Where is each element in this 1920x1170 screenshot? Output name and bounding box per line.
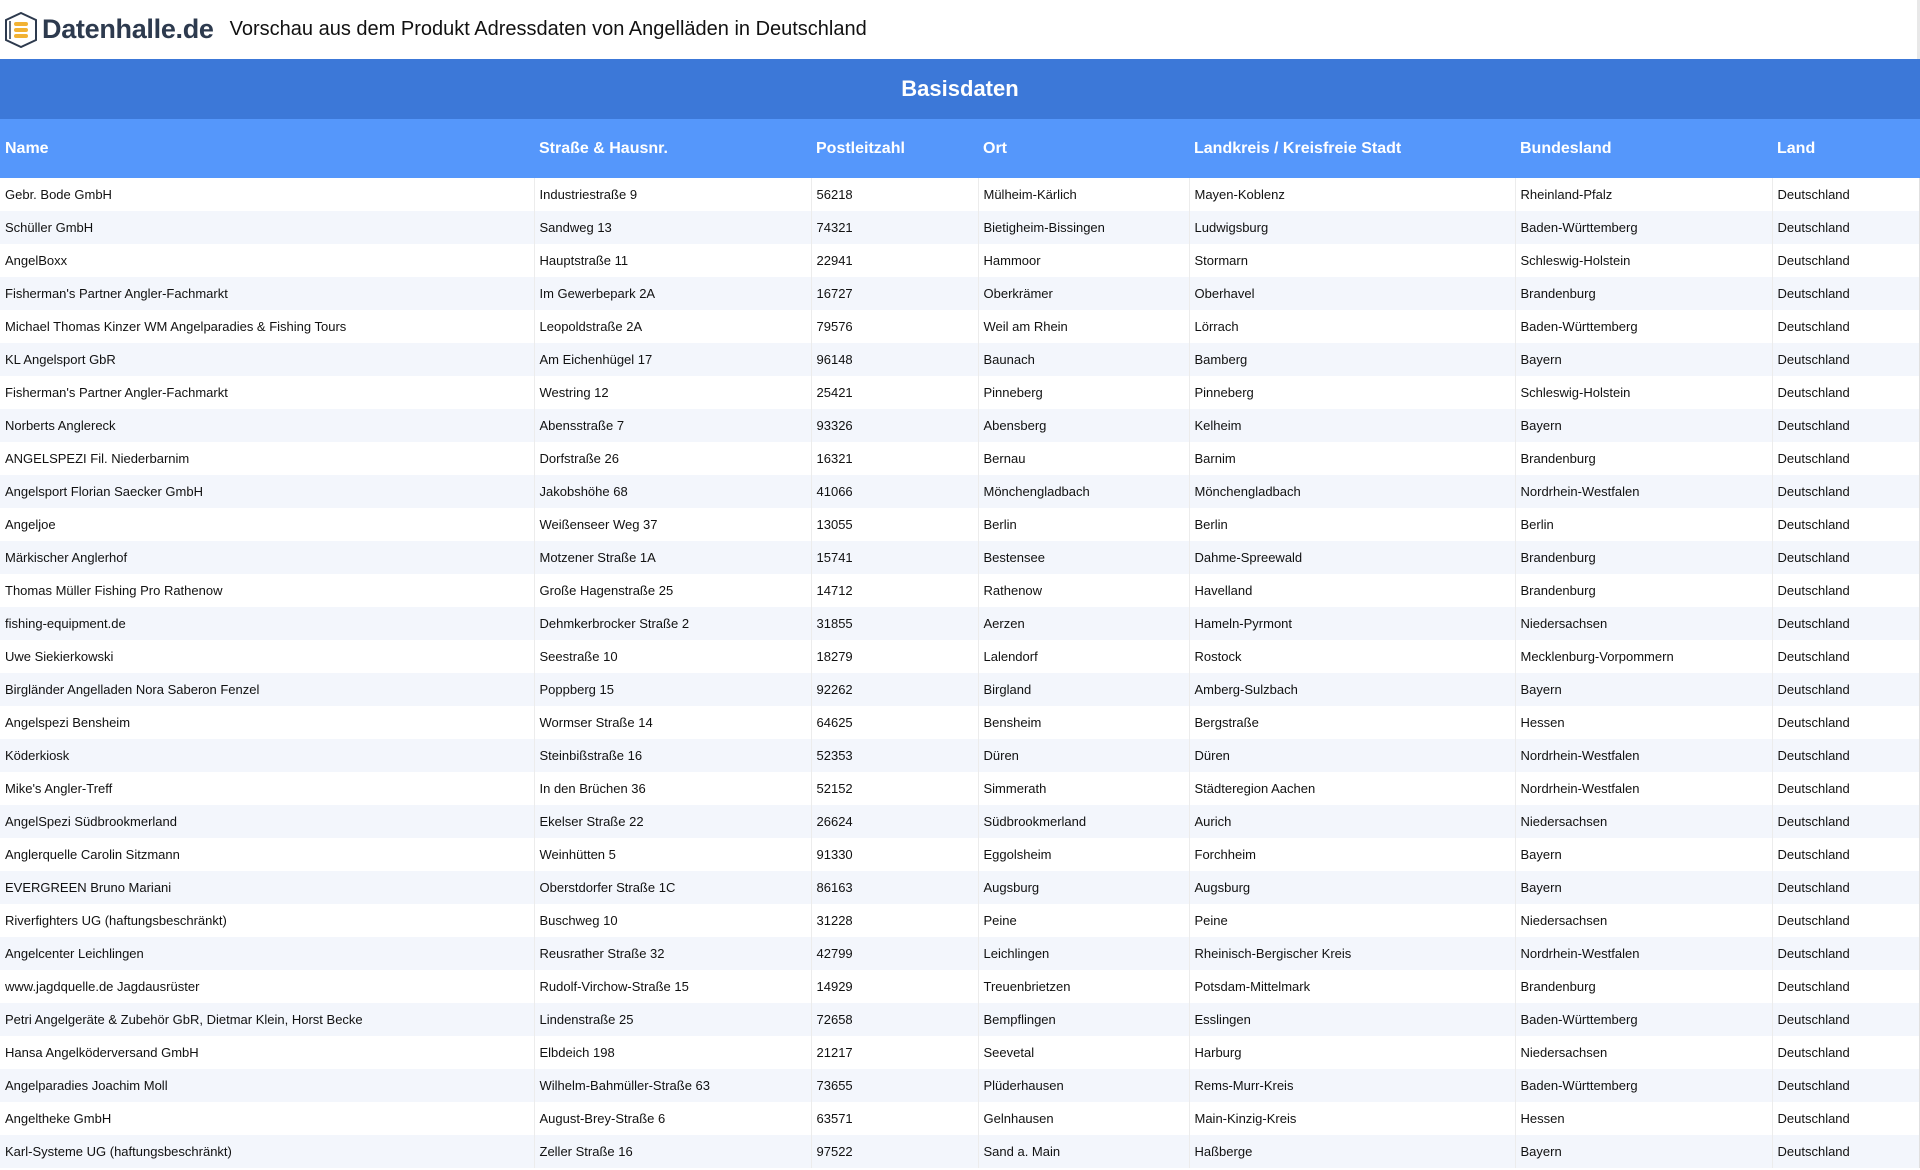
cell-street: Lindenstraße 25 [534, 1003, 811, 1036]
table-row [0, 1036, 1920, 1069]
cell-postal-code: 52152 [811, 772, 978, 805]
column-header-country[interactable]: Land [1772, 119, 1920, 178]
cell-street: Hauptstraße 11 [534, 244, 811, 277]
cell-country: Deutschland [1772, 970, 1920, 1003]
table-row [0, 706, 1920, 739]
table-row [0, 1102, 1920, 1135]
cell-postal-code: 31855 [811, 607, 978, 640]
cell-state: Schleswig-Holstein [1515, 376, 1772, 409]
database-logo-icon [5, 12, 37, 48]
cell-district: Düren [1189, 739, 1515, 772]
table-row [0, 310, 1920, 343]
table-row [0, 376, 1920, 409]
table-row [0, 508, 1920, 541]
cell-city: Hammoor [978, 244, 1189, 277]
cell-country: Deutschland [1772, 838, 1920, 871]
cell-street: Weißenseer Weg 37 [534, 508, 811, 541]
column-header-district[interactable]: Landkreis / Kreisfreie Stadt [1189, 119, 1515, 178]
column-header-name[interactable]: Name [0, 119, 534, 178]
table-row [0, 409, 1920, 442]
cell-name: Fisherman's Partner Angler-Fachmarkt [0, 277, 534, 310]
cell-street: Wormser Straße 14 [534, 706, 811, 739]
cell-name: Köderkiosk [0, 739, 534, 772]
cell-country: Deutschland [1772, 937, 1920, 970]
cell-name: Hansa Angelköderversand GmbH [0, 1036, 534, 1069]
cell-street: Wilhelm-Bahmüller-Straße 63 [534, 1069, 811, 1102]
table-row [0, 277, 1920, 310]
cell-city: Bernau [978, 442, 1189, 475]
cell-state: Bayern [1515, 343, 1772, 376]
cell-city: Augsburg [978, 871, 1189, 904]
logo-text: Datenhalle.de [42, 14, 214, 44]
cell-street: Motzener Straße 1A [534, 541, 811, 574]
cell-postal-code: 41066 [811, 475, 978, 508]
cell-postal-code: 13055 [811, 508, 978, 541]
cell-postal-code: 86163 [811, 871, 978, 904]
cell-state: Bayern [1515, 1135, 1772, 1168]
table-row [0, 244, 1920, 277]
cell-state: Baden-Württemberg [1515, 211, 1772, 244]
cell-name: Angelcenter Leichlingen [0, 937, 534, 970]
cell-name: AngelBoxx [0, 244, 534, 277]
cell-name: Märkischer Anglerhof [0, 541, 534, 574]
table-row [0, 838, 1920, 871]
cell-street: Poppberg 15 [534, 673, 811, 706]
table-row [0, 211, 1920, 244]
cell-district: Barnim [1189, 442, 1515, 475]
cell-city: Bietigheim-Bissingen [978, 211, 1189, 244]
cell-district: Städteregion Aachen [1189, 772, 1515, 805]
cell-country: Deutschland [1772, 1102, 1920, 1135]
cell-street: Ekelser Straße 22 [534, 805, 811, 838]
cell-state: Nordrhein-Westfalen [1515, 475, 1772, 508]
cell-postal-code: 26624 [811, 805, 978, 838]
cell-postal-code: 92262 [811, 673, 978, 706]
cell-country: Deutschland [1772, 1036, 1920, 1069]
cell-street: Im Gewerbepark 2A [534, 277, 811, 310]
page-title: Vorschau aus dem Produkt Adressdaten von Angelläden in Deutschland [229, 18, 867, 40]
cell-city: Bempflingen [978, 1003, 1189, 1036]
cell-name: Karl-Systeme UG (haftungsbeschränkt) [0, 1135, 534, 1168]
cell-city: Oberkrämer [978, 277, 1189, 310]
table-row [0, 772, 1920, 805]
cell-street: Oberstdorfer Straße 1C [534, 871, 811, 904]
cell-state: Hessen [1515, 1102, 1772, 1135]
cell-street: Seestraße 10 [534, 640, 811, 673]
cell-name: Norberts Anglereck [0, 409, 534, 442]
cell-city: Düren [978, 739, 1189, 772]
cell-country: Deutschland [1772, 706, 1920, 739]
cell-city: Gelnhausen [978, 1102, 1189, 1135]
cell-country: Deutschland [1772, 541, 1920, 574]
cell-district: Lörrach [1189, 310, 1515, 343]
cell-postal-code: 74321 [811, 211, 978, 244]
cell-state: Nordrhein-Westfalen [1515, 739, 1772, 772]
cell-postal-code: 79576 [811, 310, 978, 343]
cell-street: Buschweg 10 [534, 904, 811, 937]
column-header-street[interactable]: Straße & Hausnr. [534, 119, 811, 178]
cell-street: Elbdeich 198 [534, 1036, 811, 1069]
cell-name: www.jagdquelle.de Jagdausrüster [0, 970, 534, 1003]
cell-name: Uwe Siekierkowski [0, 640, 534, 673]
cell-country: Deutschland [1772, 574, 1920, 607]
cell-state: Niedersachsen [1515, 904, 1772, 937]
cell-country: Deutschland [1772, 739, 1920, 772]
cell-name: Schüller GmbH [0, 211, 534, 244]
cell-state: Mecklenburg-Vorpommern [1515, 640, 1772, 673]
cell-country: Deutschland [1772, 673, 1920, 706]
table-row [0, 541, 1920, 574]
cell-district: Haßberge [1189, 1135, 1515, 1168]
cell-street: Sandweg 13 [534, 211, 811, 244]
cell-state: Niedersachsen [1515, 607, 1772, 640]
cell-postal-code: 15741 [811, 541, 978, 574]
cell-street: Dehmkerbrocker Straße 2 [534, 607, 811, 640]
cell-district: Potsdam-Mittelmark [1189, 970, 1515, 1003]
cell-country: Deutschland [1772, 475, 1920, 508]
cell-country: Deutschland [1772, 277, 1920, 310]
table-row [0, 673, 1920, 706]
table-row [0, 640, 1920, 673]
cell-postal-code: 73655 [811, 1069, 978, 1102]
cell-name: AngelSpezi Südbrookmerland [0, 805, 534, 838]
cell-city: Seevetal [978, 1036, 1189, 1069]
cell-country: Deutschland [1772, 376, 1920, 409]
cell-district: Mönchengladbach [1189, 475, 1515, 508]
cell-street: Industriestraße 9 [534, 178, 811, 211]
cell-country: Deutschland [1772, 904, 1920, 937]
cell-country: Deutschland [1772, 772, 1920, 805]
cell-name: Riverfighters UG (haftungsbeschränkt) [0, 904, 534, 937]
cell-district: Hameln-Pyrmont [1189, 607, 1515, 640]
cell-city: Abensberg [978, 409, 1189, 442]
cell-street: Dorfstraße 26 [534, 442, 811, 475]
cell-postal-code: 64625 [811, 706, 978, 739]
cell-city: Lalendorf [978, 640, 1189, 673]
cell-postal-code: 31228 [811, 904, 978, 937]
cell-district: Amberg-Sulzbach [1189, 673, 1515, 706]
column-header-postal-code[interactable]: Postleitzahl [811, 119, 978, 178]
cell-name: Anglerquelle Carolin Sitzmann [0, 838, 534, 871]
cell-postal-code: 97522 [811, 1135, 978, 1168]
table-row [0, 970, 1920, 1003]
cell-district: Rostock [1189, 640, 1515, 673]
cell-state: Bayern [1515, 838, 1772, 871]
cell-name: Fisherman's Partner Angler-Fachmarkt [0, 376, 534, 409]
cell-street: Abensstraße 7 [534, 409, 811, 442]
cell-country: Deutschland [1772, 409, 1920, 442]
cell-country: Deutschland [1772, 343, 1920, 376]
table-row [0, 475, 1920, 508]
cell-postal-code: 42799 [811, 937, 978, 970]
cell-name: Michael Thomas Kinzer WM Angelparadies & Fishing Tours [0, 310, 534, 343]
table-row [0, 1069, 1920, 1102]
cell-district: Bamberg [1189, 343, 1515, 376]
cell-district: Forchheim [1189, 838, 1515, 871]
cell-state: Niedersachsen [1515, 1036, 1772, 1069]
cell-postal-code: 22941 [811, 244, 978, 277]
cell-city: Südbrookmerland [978, 805, 1189, 838]
cell-street: Steinbißstraße 16 [534, 739, 811, 772]
address-table [0, 119, 1920, 1168]
cell-state: Baden-Württemberg [1515, 1003, 1772, 1036]
cell-city: Simmerath [978, 772, 1189, 805]
cell-city: Treuenbrietzen [978, 970, 1189, 1003]
cell-city: Mülheim-Kärlich [978, 178, 1189, 211]
cell-state: Brandenburg [1515, 541, 1772, 574]
cell-country: Deutschland [1772, 508, 1920, 541]
cell-street: Rudolf-Virchow-Straße 15 [534, 970, 811, 1003]
cell-name: Angeltheke GmbH [0, 1102, 534, 1135]
cell-district: Rheinisch-Bergischer Kreis [1189, 937, 1515, 970]
cell-street: Leopoldstraße 2A [534, 310, 811, 343]
cell-district: Berlin [1189, 508, 1515, 541]
cell-state: Hessen [1515, 706, 1772, 739]
cell-state: Bayern [1515, 673, 1772, 706]
cell-district: Harburg [1189, 1036, 1515, 1069]
cell-postal-code: 18279 [811, 640, 978, 673]
cell-city: Baunach [978, 343, 1189, 376]
cell-district: Havelland [1189, 574, 1515, 607]
cell-street: Zeller Straße 16 [534, 1135, 811, 1168]
cell-street: Weinhütten 5 [534, 838, 811, 871]
cell-district: Stormarn [1189, 244, 1515, 277]
cell-state: Nordrhein-Westfalen [1515, 772, 1772, 805]
cell-city: Rathenow [978, 574, 1189, 607]
cell-postal-code: 52353 [811, 739, 978, 772]
top-bar [0, 0, 1920, 59]
cell-name: Thomas Müller Fishing Pro Rathenow [0, 574, 534, 607]
cell-district: Rems-Murr-Kreis [1189, 1069, 1515, 1102]
cell-country: Deutschland [1772, 805, 1920, 838]
cell-district: Dahme-Spreewald [1189, 541, 1515, 574]
cell-country: Deutschland [1772, 178, 1920, 211]
table-row [0, 607, 1920, 640]
cell-postal-code: 56218 [811, 178, 978, 211]
cell-state: Berlin [1515, 508, 1772, 541]
cell-district: Aurich [1189, 805, 1515, 838]
cell-state: Brandenburg [1515, 970, 1772, 1003]
cell-postal-code: 96148 [811, 343, 978, 376]
cell-name: Angelsport Florian Saecker GmbH [0, 475, 534, 508]
cell-city: Sand a. Main [978, 1135, 1189, 1168]
table-row [0, 904, 1920, 937]
cell-city: Weil am Rhein [978, 310, 1189, 343]
cell-district: Kelheim [1189, 409, 1515, 442]
cell-district: Oberhavel [1189, 277, 1515, 310]
cell-name: Mike's Angler-Treff [0, 772, 534, 805]
cell-country: Deutschland [1772, 607, 1920, 640]
cell-district: Mayen-Koblenz [1189, 178, 1515, 211]
site-logo[interactable] [5, 12, 214, 48]
cell-country: Deutschland [1772, 640, 1920, 673]
cell-state: Baden-Württemberg [1515, 1069, 1772, 1102]
cell-country: Deutschland [1772, 211, 1920, 244]
cell-city: Bensheim [978, 706, 1189, 739]
table-row [0, 178, 1920, 211]
table-row [0, 442, 1920, 475]
cell-state: Brandenburg [1515, 277, 1772, 310]
cell-name: Angeljoe [0, 508, 534, 541]
cell-postal-code: 21217 [811, 1036, 978, 1069]
cell-name: ANGELSPEZI Fil. Niederbarnim [0, 442, 534, 475]
section-title: Basisdaten [901, 76, 1019, 101]
cell-state: Brandenburg [1515, 574, 1772, 607]
cell-district: Pinneberg [1189, 376, 1515, 409]
cell-postal-code: 91330 [811, 838, 978, 871]
cell-name: EVERGREEN Bruno Mariani [0, 871, 534, 904]
cell-country: Deutschland [1772, 1135, 1920, 1168]
cell-city: Aerzen [978, 607, 1189, 640]
table-row [0, 739, 1920, 772]
cell-state: Baden-Württemberg [1515, 310, 1772, 343]
cell-district: Main-Kinzig-Kreis [1189, 1102, 1515, 1135]
table-row [0, 343, 1920, 376]
table-row [0, 805, 1920, 838]
cell-postal-code: 25421 [811, 376, 978, 409]
table-header-row [0, 119, 1920, 178]
cell-name: KL Angelsport GbR [0, 343, 534, 376]
cell-city: Berlin [978, 508, 1189, 541]
cell-city: Mönchengladbach [978, 475, 1189, 508]
cell-state: Nordrhein-Westfalen [1515, 937, 1772, 970]
cell-name: Gebr. Bode GmbH [0, 178, 534, 211]
cell-street: Westring 12 [534, 376, 811, 409]
cell-street: Am Eichenhügel 17 [534, 343, 811, 376]
cell-district: Bergstraße [1189, 706, 1515, 739]
cell-street: Große Hagenstraße 25 [534, 574, 811, 607]
cell-street: August-Brey-Straße 6 [534, 1102, 811, 1135]
cell-city: Birgland [978, 673, 1189, 706]
cell-name: Angelparadies Joachim Moll [0, 1069, 534, 1102]
section-header [0, 59, 1920, 119]
cell-postal-code: 93326 [811, 409, 978, 442]
cell-street: In den Brüchen 36 [534, 772, 811, 805]
cell-postal-code: 63571 [811, 1102, 978, 1135]
column-header-city[interactable]: Ort [978, 119, 1189, 178]
cell-district: Esslingen [1189, 1003, 1515, 1036]
cell-city: Eggolsheim [978, 838, 1189, 871]
cell-name: Birgländer Angelladen Nora Saberon Fenzel [0, 673, 534, 706]
cell-postal-code: 14929 [811, 970, 978, 1003]
cell-country: Deutschland [1772, 1069, 1920, 1102]
cell-postal-code: 16727 [811, 277, 978, 310]
cell-city: Leichlingen [978, 937, 1189, 970]
cell-district: Peine [1189, 904, 1515, 937]
table-body [0, 178, 1920, 1168]
cell-state: Brandenburg [1515, 442, 1772, 475]
cell-state: Bayern [1515, 871, 1772, 904]
cell-country: Deutschland [1772, 442, 1920, 475]
cell-state: Schleswig-Holstein [1515, 244, 1772, 277]
cell-country: Deutschland [1772, 1003, 1920, 1036]
cell-state: Niedersachsen [1515, 805, 1772, 838]
column-header-state[interactable]: Bundesland [1515, 119, 1772, 178]
cell-country: Deutschland [1772, 244, 1920, 277]
cell-country: Deutschland [1772, 871, 1920, 904]
cell-postal-code: 16321 [811, 442, 978, 475]
table-row [0, 1135, 1920, 1168]
cell-city: Bestensee [978, 541, 1189, 574]
cell-state: Rheinland-Pfalz [1515, 178, 1772, 211]
cell-street: Reusrather Straße 32 [534, 937, 811, 970]
cell-city: Plüderhausen [978, 1069, 1189, 1102]
table-row [0, 937, 1920, 970]
cell-country: Deutschland [1772, 310, 1920, 343]
cell-city: Pinneberg [978, 376, 1189, 409]
cell-street: Jakobshöhe 68 [534, 475, 811, 508]
cell-district: Ludwigsburg [1189, 211, 1515, 244]
table-row [0, 871, 1920, 904]
cell-state: Bayern [1515, 409, 1772, 442]
table-row [0, 574, 1920, 607]
cell-postal-code: 14712 [811, 574, 978, 607]
cell-city: Peine [978, 904, 1189, 937]
table-row [0, 1003, 1920, 1036]
cell-name: Petri Angelgeräte & Zubehör GbR, Dietmar Klein, Horst Becke [0, 1003, 534, 1036]
cell-district: Augsburg [1189, 871, 1515, 904]
cell-name: Angelspezi Bensheim [0, 706, 534, 739]
cell-name: fishing-equipment.de [0, 607, 534, 640]
cell-postal-code: 72658 [811, 1003, 978, 1036]
